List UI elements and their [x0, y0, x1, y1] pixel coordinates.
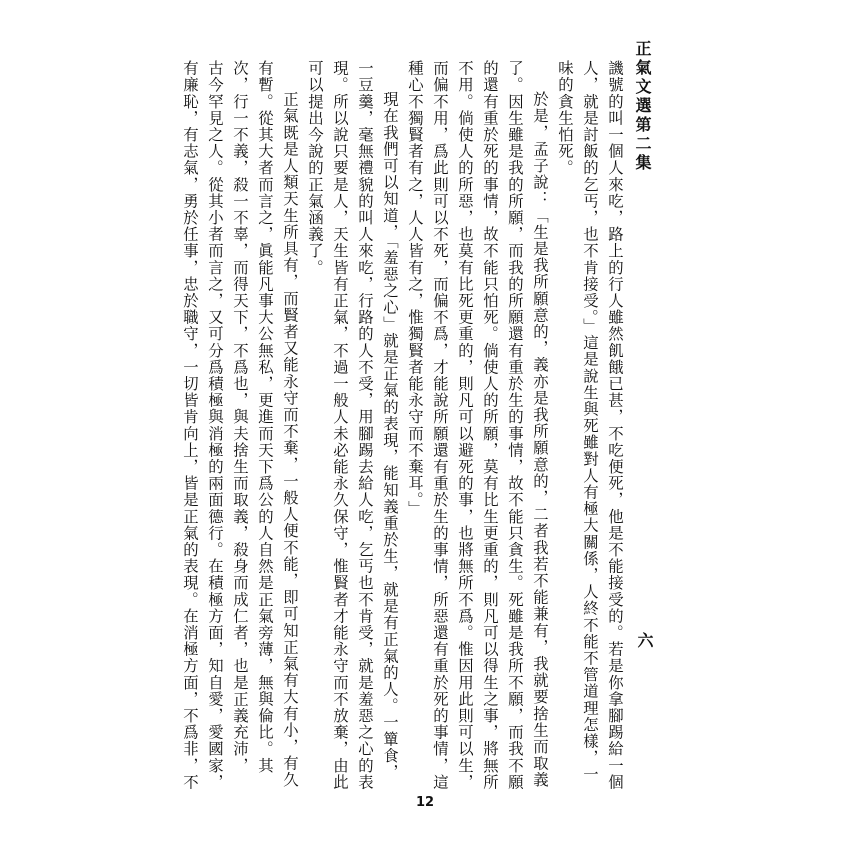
text-column: 古今罕見之人。從其小者而言之，又可分爲積極與消極的兩面德行。在積極方面，知自愛，愛國家，: [206, 60, 224, 791]
text-column: 有廉恥，有志氣，勇於任事，忠於職守，一切皆肯向上，皆是正氣的表現。在消極方面，不爲非，不: [181, 60, 199, 791]
text-column: 一豆羹，毫無禮貌的叫人來吃，行路的人不受，用腳踢去給人吃，乞丐也不肯受，就是羞惡之心的表: [356, 60, 374, 791]
text-column: 現在我們可以知道，「羞惡之心」就是正氣的表現，能知義重於生，就是有正氣的人。一簞食，: [381, 91, 399, 781]
text-column: 譏號的叫一個人來吃，路上的行人雖然飢餓已甚，不吃便死，他是不能接受的。若是你拿腳踢給一個: [606, 60, 624, 791]
text-column: 不用。倘使人的所惡，也莫有比死更重的，則凡可以避死的事，也將無所不爲。惟因用此則可以生，: [456, 60, 474, 791]
running-title: 正氣文選第二集: [633, 40, 652, 173]
text-column: 而偏不用，爲此則可以不死，而偏不爲，才能說所願還有重於生的事情，所惡還有重於死的事情，這: [431, 60, 449, 791]
text-column: 於是，孟子說：「生是我所願意的，義亦是我所願意的，二者我若不能兼有，我就要捨生而取義: [531, 91, 549, 789]
text-column: 味的貪生怕死。: [556, 60, 574, 177]
text-column: 人，就是討飯的乞丐，也不肯接受。」這是說生與死雖對人有極大關係，人終不能不管道理怎樣，一: [581, 60, 599, 783]
vertical-text-body: [181, 60, 627, 791]
text-column: 種心不獨賢者有之，人人皆有之，惟獨賢者能永守而不棄耳。」: [406, 60, 424, 518]
text-column: 現。所以說只要是人，天生皆有正氣，不過一般人未必能永久保守，惟賢者才能永守而不放棄，由此: [331, 60, 349, 791]
text-column: 的還有重於死的事情，故不能只怕死。倘使人的所願，莫有比生更重的，則凡可以得生之事，將無所: [481, 60, 499, 791]
text-column: 可以提出今說的正氣涵義了。: [306, 60, 324, 276]
text-column: 了。因生雖是我的所願，而我的所願還有重於生的事情，故不能只貪生。死雖是我所不願，而我不願: [506, 60, 524, 791]
text-column: 正氣既是人類天生所具有，而賢者又能永守而不棄，一般人便不能，即可知正氣有大有小，有久: [281, 91, 299, 789]
chinese-page-number: 六: [635, 632, 654, 648]
text-column: 次，行一不義，殺一不辜，而得天下，不爲也，與夫捨生而取義，殺身而成仁者，也是正義充沛，: [231, 60, 249, 774]
page-number: 12: [415, 795, 435, 810]
text-column: 有暫。從其大者而言之，眞能凡事大公無私，更進而天下爲公的人自然是正氣旁薄，無與倫比。其: [256, 60, 274, 774]
